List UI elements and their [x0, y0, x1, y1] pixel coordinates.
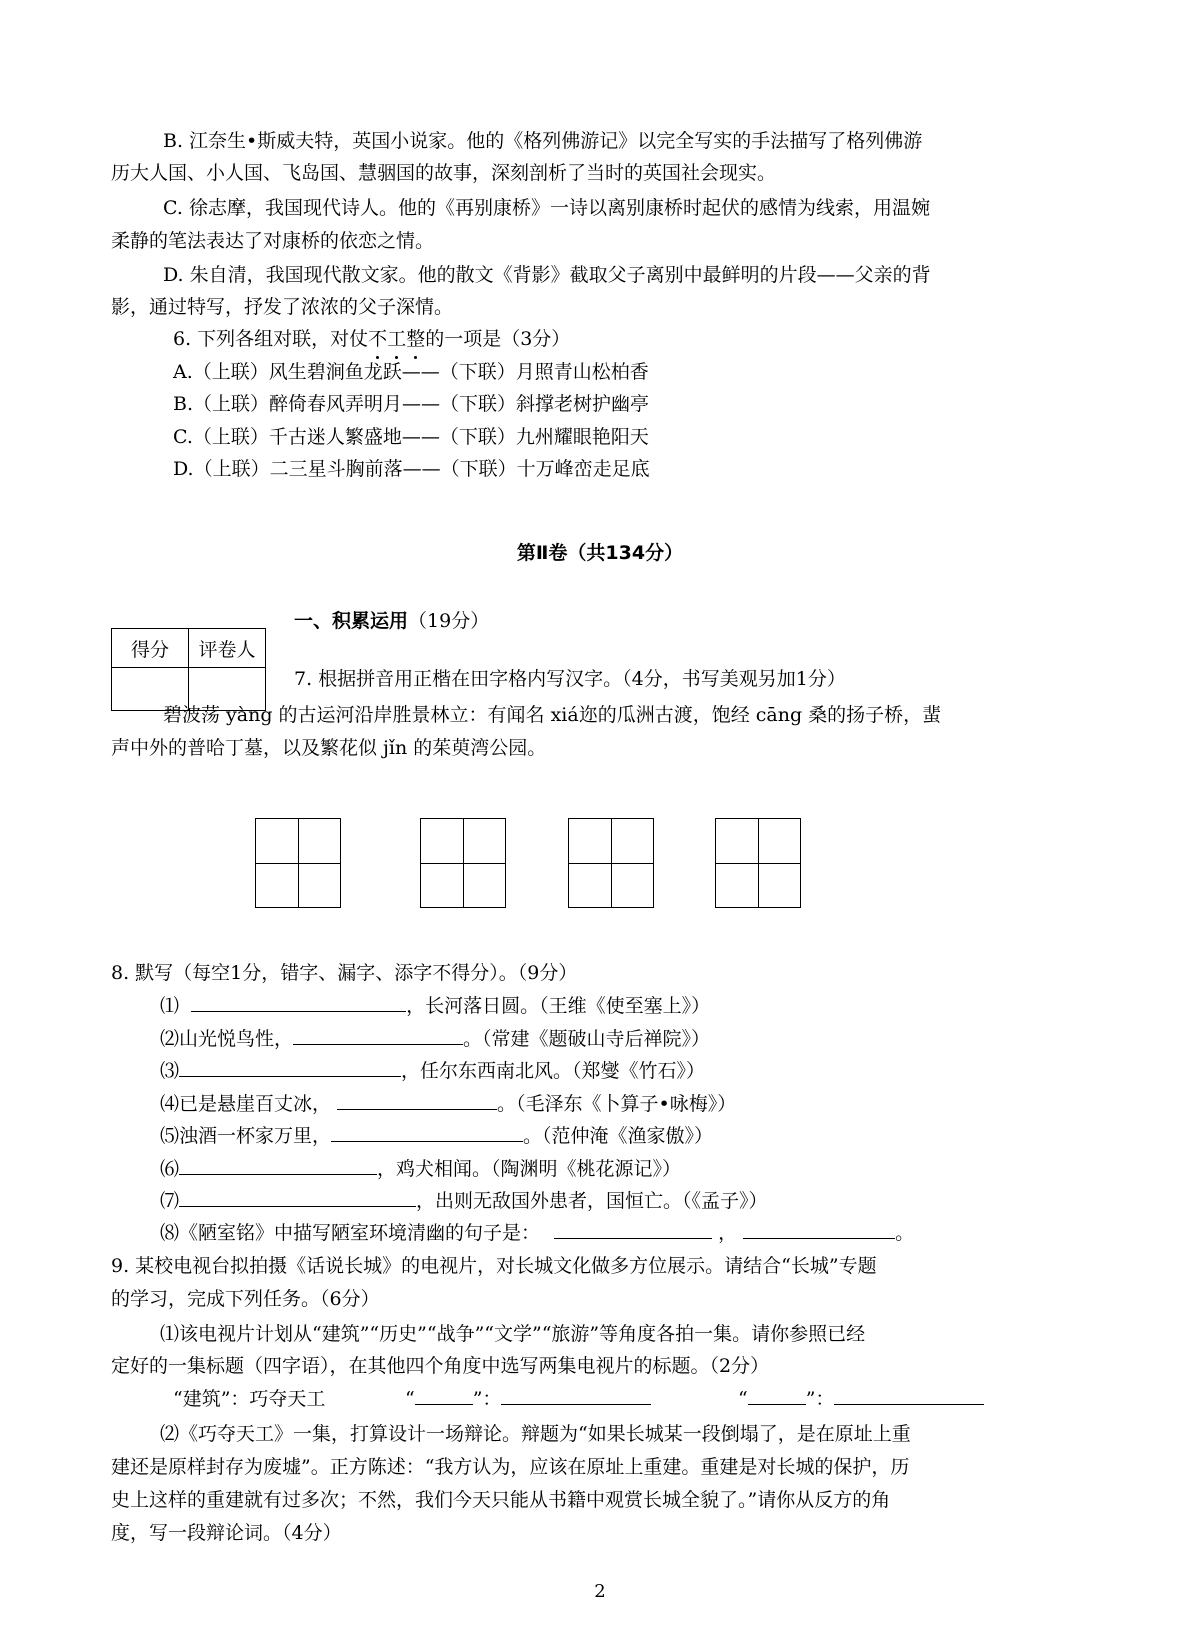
q9-part1-line1: ⑴该电视片计划从“建筑”“历史”“战争”“文学”“旅游”等角度各拍一集。请你参照已经 — [160, 1323, 866, 1345]
q8-item-2-prefix: ⑵山光悦鸟性， — [160, 1028, 294, 1050]
q6-emphasis-char-3: 整 — [406, 328, 426, 350]
q9-slot-1-open-quote: “ — [405, 1388, 415, 1410]
q9-title-slot-2 — [738, 1386, 984, 1412]
q6-option-d: D.（上联）二三星斗胸前落——（下联）十万峰峦走足底 — [173, 458, 650, 480]
q5-option-c-line1: C. 徐志摩，我国现代诗人。他的《再别康桥》一诗以离别康桥时起伏的感情为线索，用温婉 — [163, 197, 930, 219]
q9-example-title: “建筑”：巧夺天工 — [173, 1388, 326, 1410]
q7-passage-line2: 声中外的普哈丁墓，以及繁花似 jǐn 的茱萸湾公园。 — [111, 737, 547, 759]
q8-item-3 — [160, 1058, 705, 1084]
q6-stem-pre: 6. 下列各组对联，对仗 — [173, 328, 369, 350]
q8-item-4-text: 。（毛泽东《卜算子•咏梅》） — [497, 1093, 737, 1115]
q8-item-3-text: ，任尔东西南北风。（郑燮《竹石》） — [401, 1060, 706, 1082]
q8-item-6-blank[interactable] — [179, 1156, 377, 1175]
q8-item-1 — [160, 993, 710, 1019]
q9-slot-1-close-quote: ”： — [472, 1388, 502, 1410]
q5-option-d-line1: D. 朱自清，我国现代散文家。他的散文《背影》截取父子离别中最鲜明的片段——父亲的背 — [163, 264, 931, 286]
part1-heading-score: （19分） — [408, 610, 490, 632]
q6-option-c: C.（上联）千古迷人繁盛地——（下联）九州耀眼艳阳天 — [173, 426, 649, 448]
q8-item-6-number: ⑹ — [160, 1158, 180, 1180]
q9-slot-2-title-blank[interactable] — [834, 1386, 984, 1405]
q8-item-4-prefix: ⑷已是悬崖百丈冰， — [160, 1093, 332, 1115]
q9-title-row — [173, 1386, 325, 1412]
q9-slot-1-angle-blank[interactable] — [415, 1386, 473, 1405]
q8-item-3-number: ⑶ — [160, 1060, 180, 1082]
q8-item-6 — [160, 1156, 681, 1182]
q5-option-b-line2: 历大人国、小人国、飞岛国、慧骃国的故事，深刻剖析了当时的英国社会现实。 — [111, 162, 777, 184]
q6-emphasis-char-2: 工 — [387, 328, 407, 350]
part1-heading — [294, 608, 489, 634]
q6-stem — [173, 326, 570, 352]
q9-slot-2-open-quote: “ — [738, 1388, 748, 1410]
q9-part2-line3: 史上这样的重建就有过多次；不然，我们今天只能从书籍中观赏长城全貌了。”请你从反方的角 — [111, 1489, 891, 1511]
q8-item-8-blank-1[interactable] — [554, 1220, 712, 1239]
q9-slot-2-angle-blank[interactable] — [748, 1386, 806, 1405]
q7-passage-line1: 碧波荡 yàng 的古运河沿岸胜景林立：有闻名 xiá迩的瓜洲古渡，饱经 cāng 桑的扬子桥，蜚 — [163, 704, 942, 726]
q9-part1-line2: 定好的一集标题（四字语），在其他四个角度中选写两集电视片的标题。（2分） — [111, 1355, 770, 1377]
q6-option-b: B.（上联）醉倚春风弄明月——（下联）斜撑老树护幽亭 — [173, 393, 650, 415]
section-title: 第Ⅱ卷（共134分） — [516, 542, 684, 564]
q8-stem: 8. 默写（每空1分，错字、漏字、添字不得分）。（9分） — [111, 962, 578, 984]
q8-item-5-prefix: ⑸浊酒一杯家万里， — [160, 1125, 332, 1147]
q9-part2-line4: 度，写一段辩论词。（4分） — [111, 1522, 342, 1544]
q8-item-3-blank[interactable] — [179, 1058, 401, 1077]
q8-item-1-number: ⑴ — [160, 995, 180, 1017]
q8-item-7 — [160, 1188, 768, 1214]
q9-stem-line1: 9. 某校电视台拟拍摄《话说长城》的电视片，对长城文化做多方位展示。请结合“长城”专题 — [111, 1255, 877, 1277]
q8-item-1-blank[interactable] — [191, 993, 406, 1012]
tianzige-box-2[interactable] — [420, 818, 506, 908]
q8-item-4-blank[interactable] — [337, 1091, 497, 1110]
q8-item-5-text: 。（范仲淹《渔家傲》） — [523, 1125, 714, 1147]
page-number: 2 — [594, 1581, 606, 1602]
q8-item-6-text: ，鸡犬相闻。（陶渊明《桃花源记》） — [377, 1158, 682, 1180]
q9-part2-line1: ⑵《巧夺天工》一集，打算设计一场辩论。辩题为“如果长城某一段倒塌了，是在原址上重 — [160, 1423, 911, 1445]
q8-item-2 — [160, 1026, 710, 1052]
score-table — [111, 628, 266, 711]
q8-item-8 — [160, 1220, 914, 1246]
tianzige-box-3[interactable] — [568, 818, 654, 908]
q8-item-7-blank[interactable] — [179, 1188, 416, 1207]
q8-item-7-number: ⑺ — [160, 1190, 180, 1212]
part1-heading-title: 一、积累运用 — [294, 610, 409, 632]
q9-slot-1-title-blank[interactable] — [501, 1386, 651, 1405]
q5-option-d-line2: 影，通过特写，抒发了浓浓的父子深情。 — [111, 296, 454, 318]
q6-emphasis-char-1: 不 — [368, 328, 388, 350]
q8-item-5-blank[interactable] — [331, 1123, 523, 1142]
q9-slot-2-close-quote: ”： — [805, 1388, 835, 1410]
q5-option-c-line2: 柔静的笔法表达了对康桥的依恋之情。 — [111, 230, 435, 252]
q8-item-8-blank-2[interactable] — [743, 1220, 895, 1239]
q9-title-slot-1 — [405, 1386, 651, 1412]
q8-item-4 — [160, 1091, 736, 1117]
score-header-cell: 得分 — [112, 629, 189, 668]
q8-item-8-end: 。 — [895, 1222, 915, 1244]
q7-stem: 7. 根据拼音用正楷在田字格内写汉字。（4分，书写美观另加1分） — [294, 668, 846, 690]
tianzige-box-4[interactable] — [715, 818, 801, 908]
q6-stem-post: 的一项是（3分） — [425, 328, 571, 350]
grader-header-cell: 评卷人 — [189, 629, 266, 668]
q8-item-5 — [160, 1123, 713, 1149]
q8-item-1-text: ，长河落日圆。（王维《使至塞上》） — [406, 995, 711, 1017]
q9-part2-line2: 建还是原样封存为废墟”。正方陈述：“我方认为，应该在原址上重建。重建是对长城的保护，历 — [111, 1456, 910, 1478]
q8-item-2-text: 。（常建《题破山寺后禅院》） — [463, 1028, 711, 1050]
q9-stem-line2: 的学习，完成下列任务。（6分） — [111, 1288, 380, 1310]
q8-item-8-separator: ， — [718, 1222, 738, 1244]
q8-item-8-prefix: ⑻《陋室铭》中描写陋室环境清幽的句子是： — [160, 1222, 541, 1244]
q8-item-7-text: ，出则无敌国外患者，国恒亡。（《孟子》） — [416, 1190, 768, 1212]
q8-item-2-blank[interactable] — [293, 1026, 463, 1045]
tianzige-box-1[interactable] — [255, 818, 341, 908]
q6-option-a: A.（上联）风生碧涧鱼龙跃——（下联）月照青山松柏香 — [173, 361, 649, 383]
q5-option-b-line1: B. 江奈生•斯威夫特，英国小说家。他的《格列佛游记》以完全写实的手法描写了格列佛游 — [163, 130, 923, 152]
